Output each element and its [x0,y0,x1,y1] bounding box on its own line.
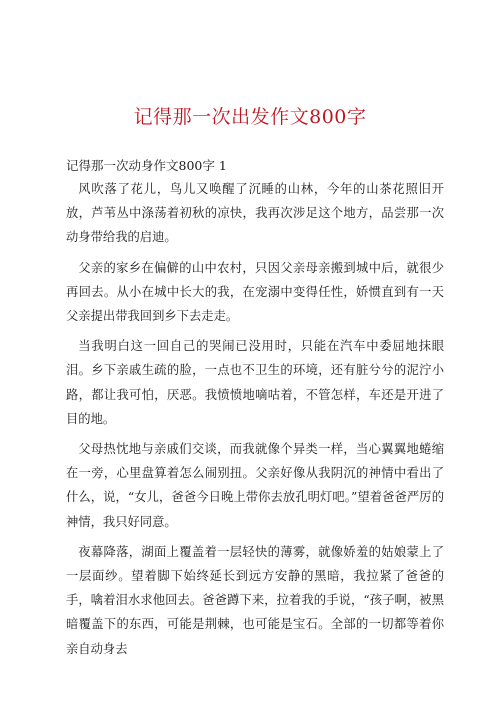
paragraph: 风吹落了花儿，鸟儿又唤醒了沉睡的山林，今年的山茶花照旧开放，芦苇丛中涤荡着初秋的凉快，我再次涉足这个地方，品尝那一次动身带给我的启迪。 [66,182,444,245]
paragraph: 父母热忱地与亲戚们交谈，而我就像个异类一样，当心翼翼地蜷缩在一旁，心里盘算着怎么闹别扭。父亲好像从我阴沉的神情中看出了什么，说，“女儿，爸爸今日晚上带你去放孔明灯吧。”望着爸爸严厉的神情，我只好同意。 [66,442,444,529]
paragraph: 当我明白这一回自己的哭闹已没用时，只能在汽车中委屈地抹眼泪。乡下亲戚生疏的脸，一点也不卫生的环境，还有脏兮兮的泥泞小路，都让我可怕，厌恶。我愤愤地嘀咕着，不管怎样，车还是开进了目的地。 [66,339,444,426]
paragraph: 父亲的家乡在偏僻的山中农村，只因父亲母亲搬到城中后，就很少再回去。从小在城中长大的我，在宠溺中变得任性，娇惯直到有一天父亲提出带我回到乡下去走走。 [66,260,444,324]
document-subtitle: 记得那一次动身作文800字 1 [66,158,227,173]
paragraph: 夜幕降落，湖面上覆盖着一层轻快的薄雾，就像娇羞的姑娘蒙上了一层面纱。望着脚下始终延长到远方安静的黑暗，我拉紧了爸爸的手，噙着泪水求他回去。爸爸蹲下来，拉着我的手说，“孩子啊，被黑暗覆盖下的东西，可能是荆棘，也可能是宝石。全部的一切都等着你亲自动身去 [66,544,444,656]
document-body [66,177,444,667]
document-title: 记得那一次出发作文800字 [133,106,367,128]
